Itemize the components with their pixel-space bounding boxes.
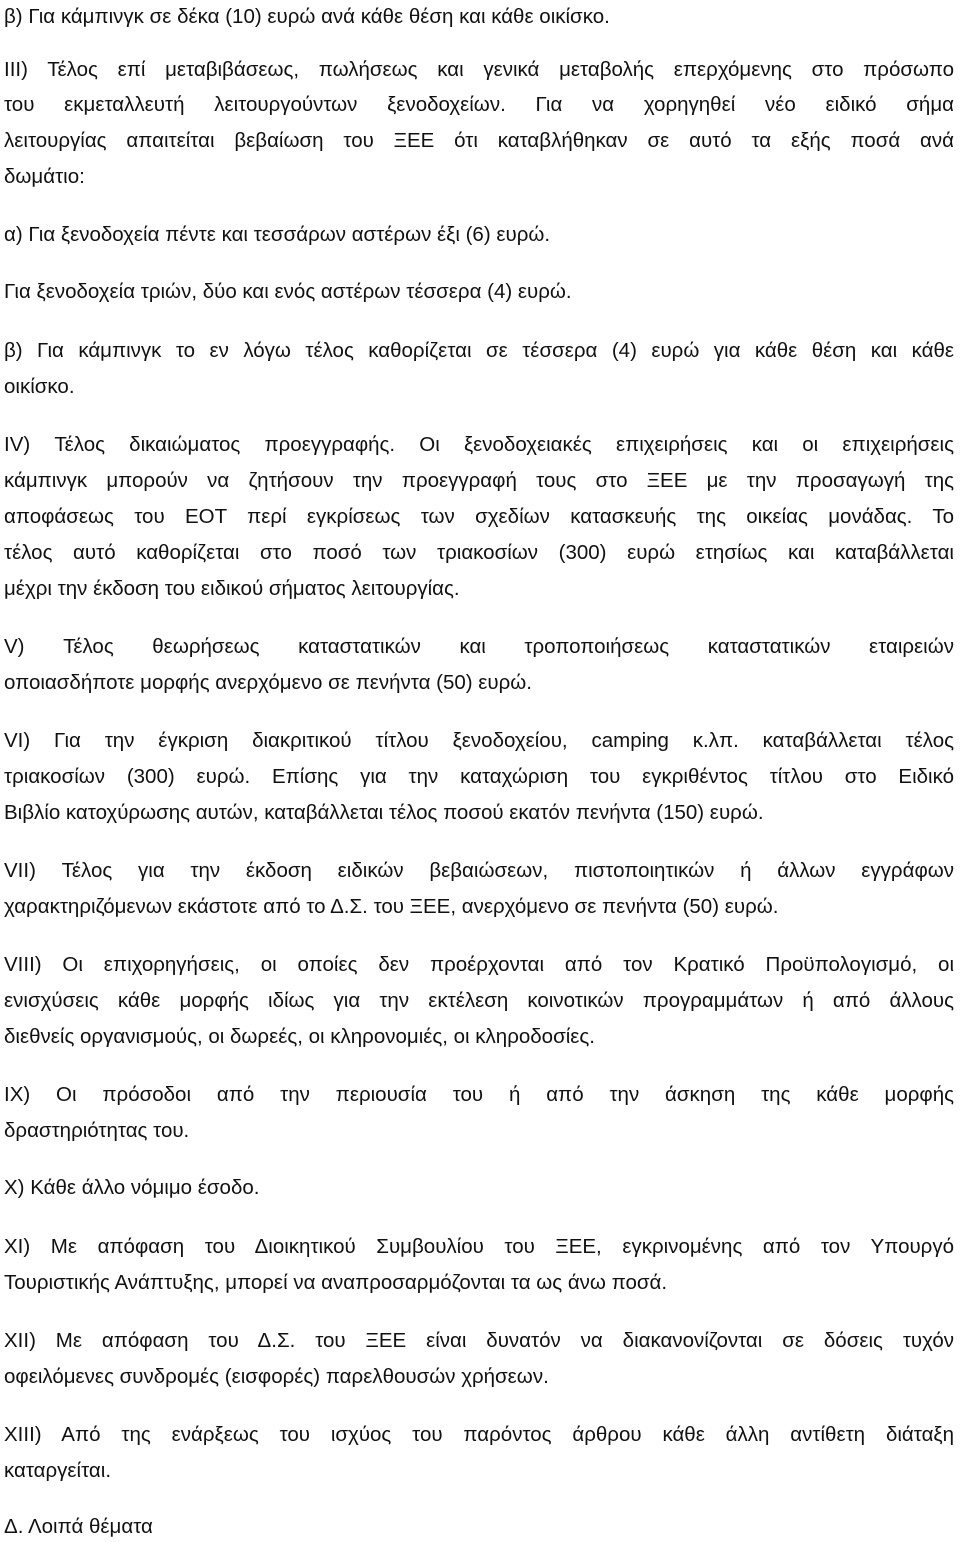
text-line: διεθνείς οργανισμούς, οι δωρεές, οι κληρονομιές, οι κληροδοσίες. <box>4 1025 596 1048</box>
text-line: ΧΙΙΙ) Από της ενάρξεως του ισχύος του παρόντος άρθρου κάθε άλλη αντίθετη διάταξη <box>4 1423 954 1446</box>
text-line: Χ) Κάθε άλλο νόμιμο έσοδο. <box>4 1176 260 1199</box>
text-line: δωμάτιο: <box>4 165 85 188</box>
text-line: δραστηριότητας του. <box>4 1119 190 1142</box>
text-line: V) Τέλος θεωρήσεως καταστατικών και τροποποιήσεως καταστατικών εταιρειών <box>4 635 954 658</box>
text-line: χαρακτηριζόμενων εκάστοτε από το Δ.Σ. του ΞΕΕ, ανερχόμενο σε πενήντα (50) ευρώ. <box>4 895 779 918</box>
text-line: ΧΙ) Με απόφαση του Διοικητικού Συμβουλίου του ΞΕΕ, εγκρινομένης από τον Υπουργό <box>4 1235 954 1258</box>
text-line: καταργείται. <box>4 1459 112 1482</box>
text-line: VII) Τέλος για την έκδοση ειδικών βεβαιώσεων, πιστοποιητικών ή άλλων εγγράφων <box>4 859 954 882</box>
text-line: Για ξενοδοχεία τριών, δύο και ενός αστέρων τέσσερα (4) ευρώ. <box>4 280 572 303</box>
text-line: κάμπινγκ μπορούν να ζητήσουν την προεγγραφή τους στο ΞΕΕ με την προσαγωγή της <box>4 469 954 492</box>
text-line: αποφάσεως του ΕΟΤ περί εγκρίσεως των σχεδίων κατασκευής της οικείας μονάδας. Το <box>4 505 954 528</box>
text-line: Βιβλίο κατοχύρωσης αυτών, καταβάλλεται τέλος ποσού εκατόν πενήντα (150) ευρώ. <box>4 801 764 824</box>
text-line: μέχρι την έκδοση του ειδικού σήματος λειτουργίας. <box>4 577 460 600</box>
text-line: VI) Για την έγκριση διακριτικού τίτλου ξενοδοχείου, camping κ.λπ. καταβάλλεται τέλος <box>4 729 954 752</box>
text-line: οικίσκο. <box>4 375 75 398</box>
text-line: α) Για ξενοδοχεία πέντε και τεσσάρων αστέρων έξι (6) ευρώ. <box>4 223 551 246</box>
text-line: ενισχύσεις κάθε μορφής ιδίως για την εκτέλεση κοινοτικών προγραμμάτων ή από άλλους <box>4 989 954 1012</box>
text-line: τέλος αυτό καθορίζεται στο ποσό των τριακοσίων (300) ευρώ ετησίως και καταβάλλεται <box>4 541 954 564</box>
text-line: του εκμεταλλευτή λειτουργούντων ξενοδοχείων. Για να χορηγηθεί νέο ειδικό σήμα <box>4 93 954 116</box>
text-line: οφειλόμενες συνδρομές (εισφορές) παρελθουσών χρήσεων. <box>4 1365 549 1388</box>
text-line: λειτουργίας απαιτείται βεβαίωση του ΞΕΕ ότι καταβλήθηκαν σε αυτό τα εξής ποσά ανά <box>4 129 954 152</box>
text-line: ΙV) Τέλος δικαιώματος προεγγραφής. Οι ξενοδοχειακές επιχειρήσεις και οι επιχειρήσεις <box>4 433 954 456</box>
section-heading: Δ. Λοιπά θέματα <box>4 1515 153 1538</box>
text-line: Τουριστικής Ανάπτυξης, μπορεί να αναπροσαρμόζονται τα ως άνω ποσά. <box>4 1271 668 1294</box>
text-line: ΙΧ) Οι πρόσοδοι από την περιουσία του ή από την άσκηση της κάθε μορφής <box>4 1083 954 1106</box>
text-line: τριακοσίων (300) ευρώ. Επίσης για την καταχώριση του εγκριθέντος τίτλου στο Ειδικό <box>4 765 954 788</box>
text-line: ΙΙΙ) Τέλος επί μεταβιβάσεως, πωλήσεως και γενικά μεταβολής επερχόμενης στο πρόσωπο <box>4 58 954 81</box>
text-line: οποιασδήποτε μορφής ανερχόμενο σε πενήντα (50) ευρώ. <box>4 671 532 694</box>
text-line: VIII) Οι επιχορηγήσεις, οι οποίες δεν προέρχονται από τον Κρατικό Προϋπολογισμό, οι <box>4 953 954 976</box>
text-line: β) Για κάμπινγκ σε δέκα (10) ευρώ ανά κάθε θέση και κάθε οικίσκο. <box>4 5 610 28</box>
text-line: β) Για κάμπινγκ το εν λόγω τέλος καθορίζεται σε τέσσερα (4) ευρώ για κάθε θέση και κάθε <box>4 339 954 362</box>
text-line: ΧΙΙ) Με απόφαση του Δ.Σ. του ΞΕΕ είναι δυνατόν να διακανονίζονται σε δόσεις τυχόν <box>4 1329 954 1352</box>
